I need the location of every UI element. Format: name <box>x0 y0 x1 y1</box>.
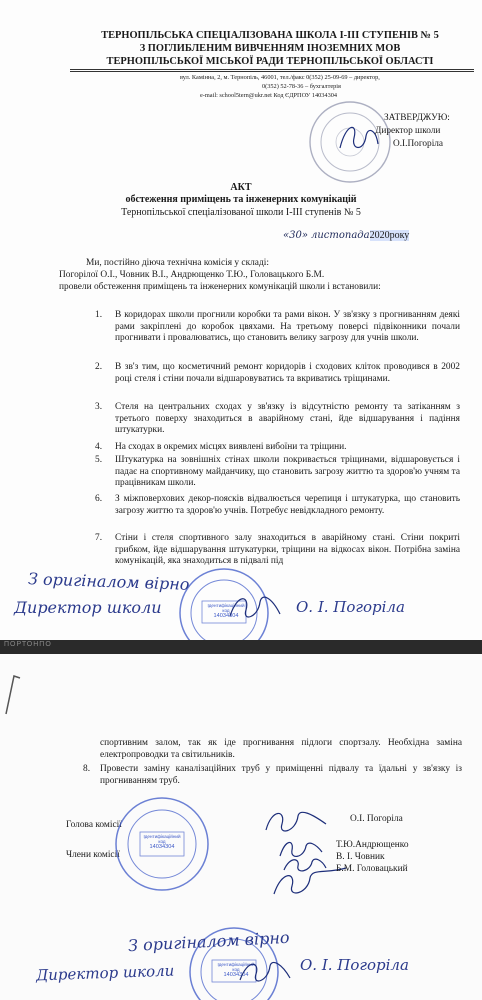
member-name-3: Б.М. Головацький <box>336 864 408 874</box>
school-name-line-1: ТЕРНОПІЛЬСЬКА СПЕЦІАЛІЗОВАНА ШКОЛА І-ІІІ СТУПЕНІВ № 5 <box>101 30 439 41</box>
director-signature-page-1 <box>226 588 286 624</box>
intro-line-3: провели обстеження приміщень та інженерних комунікацій школи і встановили: <box>59 282 381 292</box>
stamp-center-text-2: Ідентифікаційний код 14034304 <box>143 834 181 850</box>
document-page-1: ТЕРНОПІЛЬСЬКА СПЕЦІАЛІЗОВАНА ШКОЛА І-ІІІ СТУПЕНІВ № 5 З ПОГЛИБЛЕНИМ ВИВЧЕННЯМ ІНОЗЕМНИХ МОВ ТЕРНОПІЛЬСЬКОЇ МІСЬКОЇ РАДИ ТЕРНОПІЛЬСЬКОЇ ОБЛАСТІ вул. Камінна, 2, м. Тернопіль, 46001, тел./факс 0(352) 25-09-69 – директор, 0(352) 52-78-36 – бухгалтерія e-mail: school5tern@ukr.net Код ЄДРПОУ 14034304 ЗАТВЕРДЖУЮ: Директор школи О.І.Погоріла АКТ обстеження приміщень та інженерних комунікацій Тернопільської спеціалізованої школи І-ІІІ ступенів № 5 «30» листопада2020року Ми, постійно діюча технічна комісія у складі: Погорілої О.І., Човник В.І., Андрющенко Т.Ю., Головацького Б.М. провели обстеження приміщень та інженерних комунікацій школи і встановили: 1. В коридорах школи прогнили коробки та рами вікон. У зв'язку з прогниванням деякі рами закріплені до коробок цвяхами. На третьому поверсі підвіконники почали прогнивати і провалюватись, що становить велику загрозу для учнів школи. 2. В зв'з тим, що косметичний ремонт коридорів і сходових кліток проводився в 2002 році стеля і стіни почали відшаровуватись та вкриватись тріщинами. 3. Стеля на центральних сходах у зв'язку із відсутністю ремонту та затіканням з третього поверху знаходиться в аварійному стані, йде відшарування і падіння штукатурки. 4. На сходах в окремих місцях виявлені вибоїни та тріщини. 5. Штукатурка на зовнішніх стінах школи покривається тріщинами, відшаровується і падає на спортивному майданчику, що становить загрозу життю та здоров'ю учням та працівникам школи. 6. З міжповерхових декор-поясків відвалюється черепиця і штукатурка, що становить загрозу життю та здоров'ю учнів. Потребує невідкладного ремонту. 7. Стіни і стеля спортивного залу знаходиться в аварійному стані. Стіни покриті грибком, йде відшарування штукатурки, тріщини на відкосах вікон. Потрібна заміна комунікацій, яка знаходиться в підвалі під Ідентифікаційний код 14034304 З оригіналом вірно Директор школи О. І. Погоріла <box>0 0 482 640</box>
school-address: вул. Камінна, 2, м. Тернопіль, 46001, тел./факс 0(352) 25-09-69 – директор, <box>180 74 380 81</box>
handwritten-director-2: Директор школи <box>35 961 175 985</box>
handwritten-director-name-2: О. І. Погоріла <box>300 956 409 974</box>
header-divider-bottom <box>70 71 474 72</box>
handwritten-director: Директор школи <box>14 598 162 617</box>
item-7-continuation: спортивним залом, так як іде прогнивання підлоги спортзалу. Необхідна заміна електропроводки та світильників. <box>100 738 462 760</box>
item-8-text: Провести заміну каналізаційних труб у приміщенні підвалу та їдальні у зв'язку із прогниванням труб. <box>100 764 462 786</box>
document-date <box>283 229 409 243</box>
handwritten-certified-copy: З оригіналом вірно <box>27 569 190 594</box>
document-school: Тернопільської спеціалізованої школи І-ІІІ ступенів № 5 <box>121 207 361 218</box>
header-divider-top <box>70 69 474 70</box>
approve-role: Директор школи <box>375 126 441 136</box>
member-name-2: В. І. Човник <box>336 852 385 862</box>
handwritten-certified-copy-2: З оригіналом вірно <box>127 927 290 956</box>
commission-head-label: Голова комісії <box>66 820 122 830</box>
item-8-number: 8. <box>83 764 91 774</box>
school-name-line-3: ТЕРНОПІЛЬСЬКОЇ МІСЬКОЇ РАДИ ТЕРНОПІЛЬСЬКОЇ ОБЛАСТІ <box>106 56 434 67</box>
director-signature-approve <box>336 118 382 158</box>
date-year: 2020 <box>369 230 390 241</box>
stamp-center-text-3: Ідентифікаційний код 14034304 <box>217 962 255 978</box>
document-title: АКТ <box>230 182 252 193</box>
approve-label: ЗАТВЕРДЖУЮ: <box>384 113 450 123</box>
handwritten-director-name: О. І. Погоріла <box>296 598 405 616</box>
school-name-line-2: З ПОГЛИБЛЕНИМ ВИВЧЕННЯМ ІНОЗЕМНИХ МОВ <box>139 43 401 54</box>
school-email: e-mail: school5tern@ukr.net Код ЄДРПОУ 14034304 <box>200 92 338 99</box>
document-subject: обстеження приміщень та інженерних комунікацій <box>125 194 357 205</box>
director-signature-page-2 <box>236 954 296 988</box>
stamp-center-text: Ідентифікаційний код 14034304 <box>207 603 245 619</box>
page-separator: ПОРТОНПО <box>0 640 482 654</box>
school-phone-accounting: 0(352) 52-78-36 – бухгалтерія <box>262 83 341 90</box>
date-day: «30» <box>283 230 308 241</box>
page-fold-mark <box>0 670 40 720</box>
signature-head <box>262 804 332 838</box>
intro-line-1: Ми, постійно діюча технічна комісія у складі: <box>86 258 269 268</box>
approve-name: О.І.Погоріла <box>393 139 444 149</box>
commission-members-label: Члени комісії <box>66 850 120 860</box>
date-suffix: року <box>389 230 410 241</box>
intro-line-2: Погорілої О.І., Човник В.І., Андрющенко Т.Ю., Головацького Б.М. <box>59 270 325 280</box>
head-name: О.І. Погоріла <box>350 814 403 824</box>
date-month: листопада <box>310 230 370 241</box>
document-page-2 <box>0 654 482 1000</box>
member-name-1: Т.Ю.Андрющенко <box>336 840 409 850</box>
